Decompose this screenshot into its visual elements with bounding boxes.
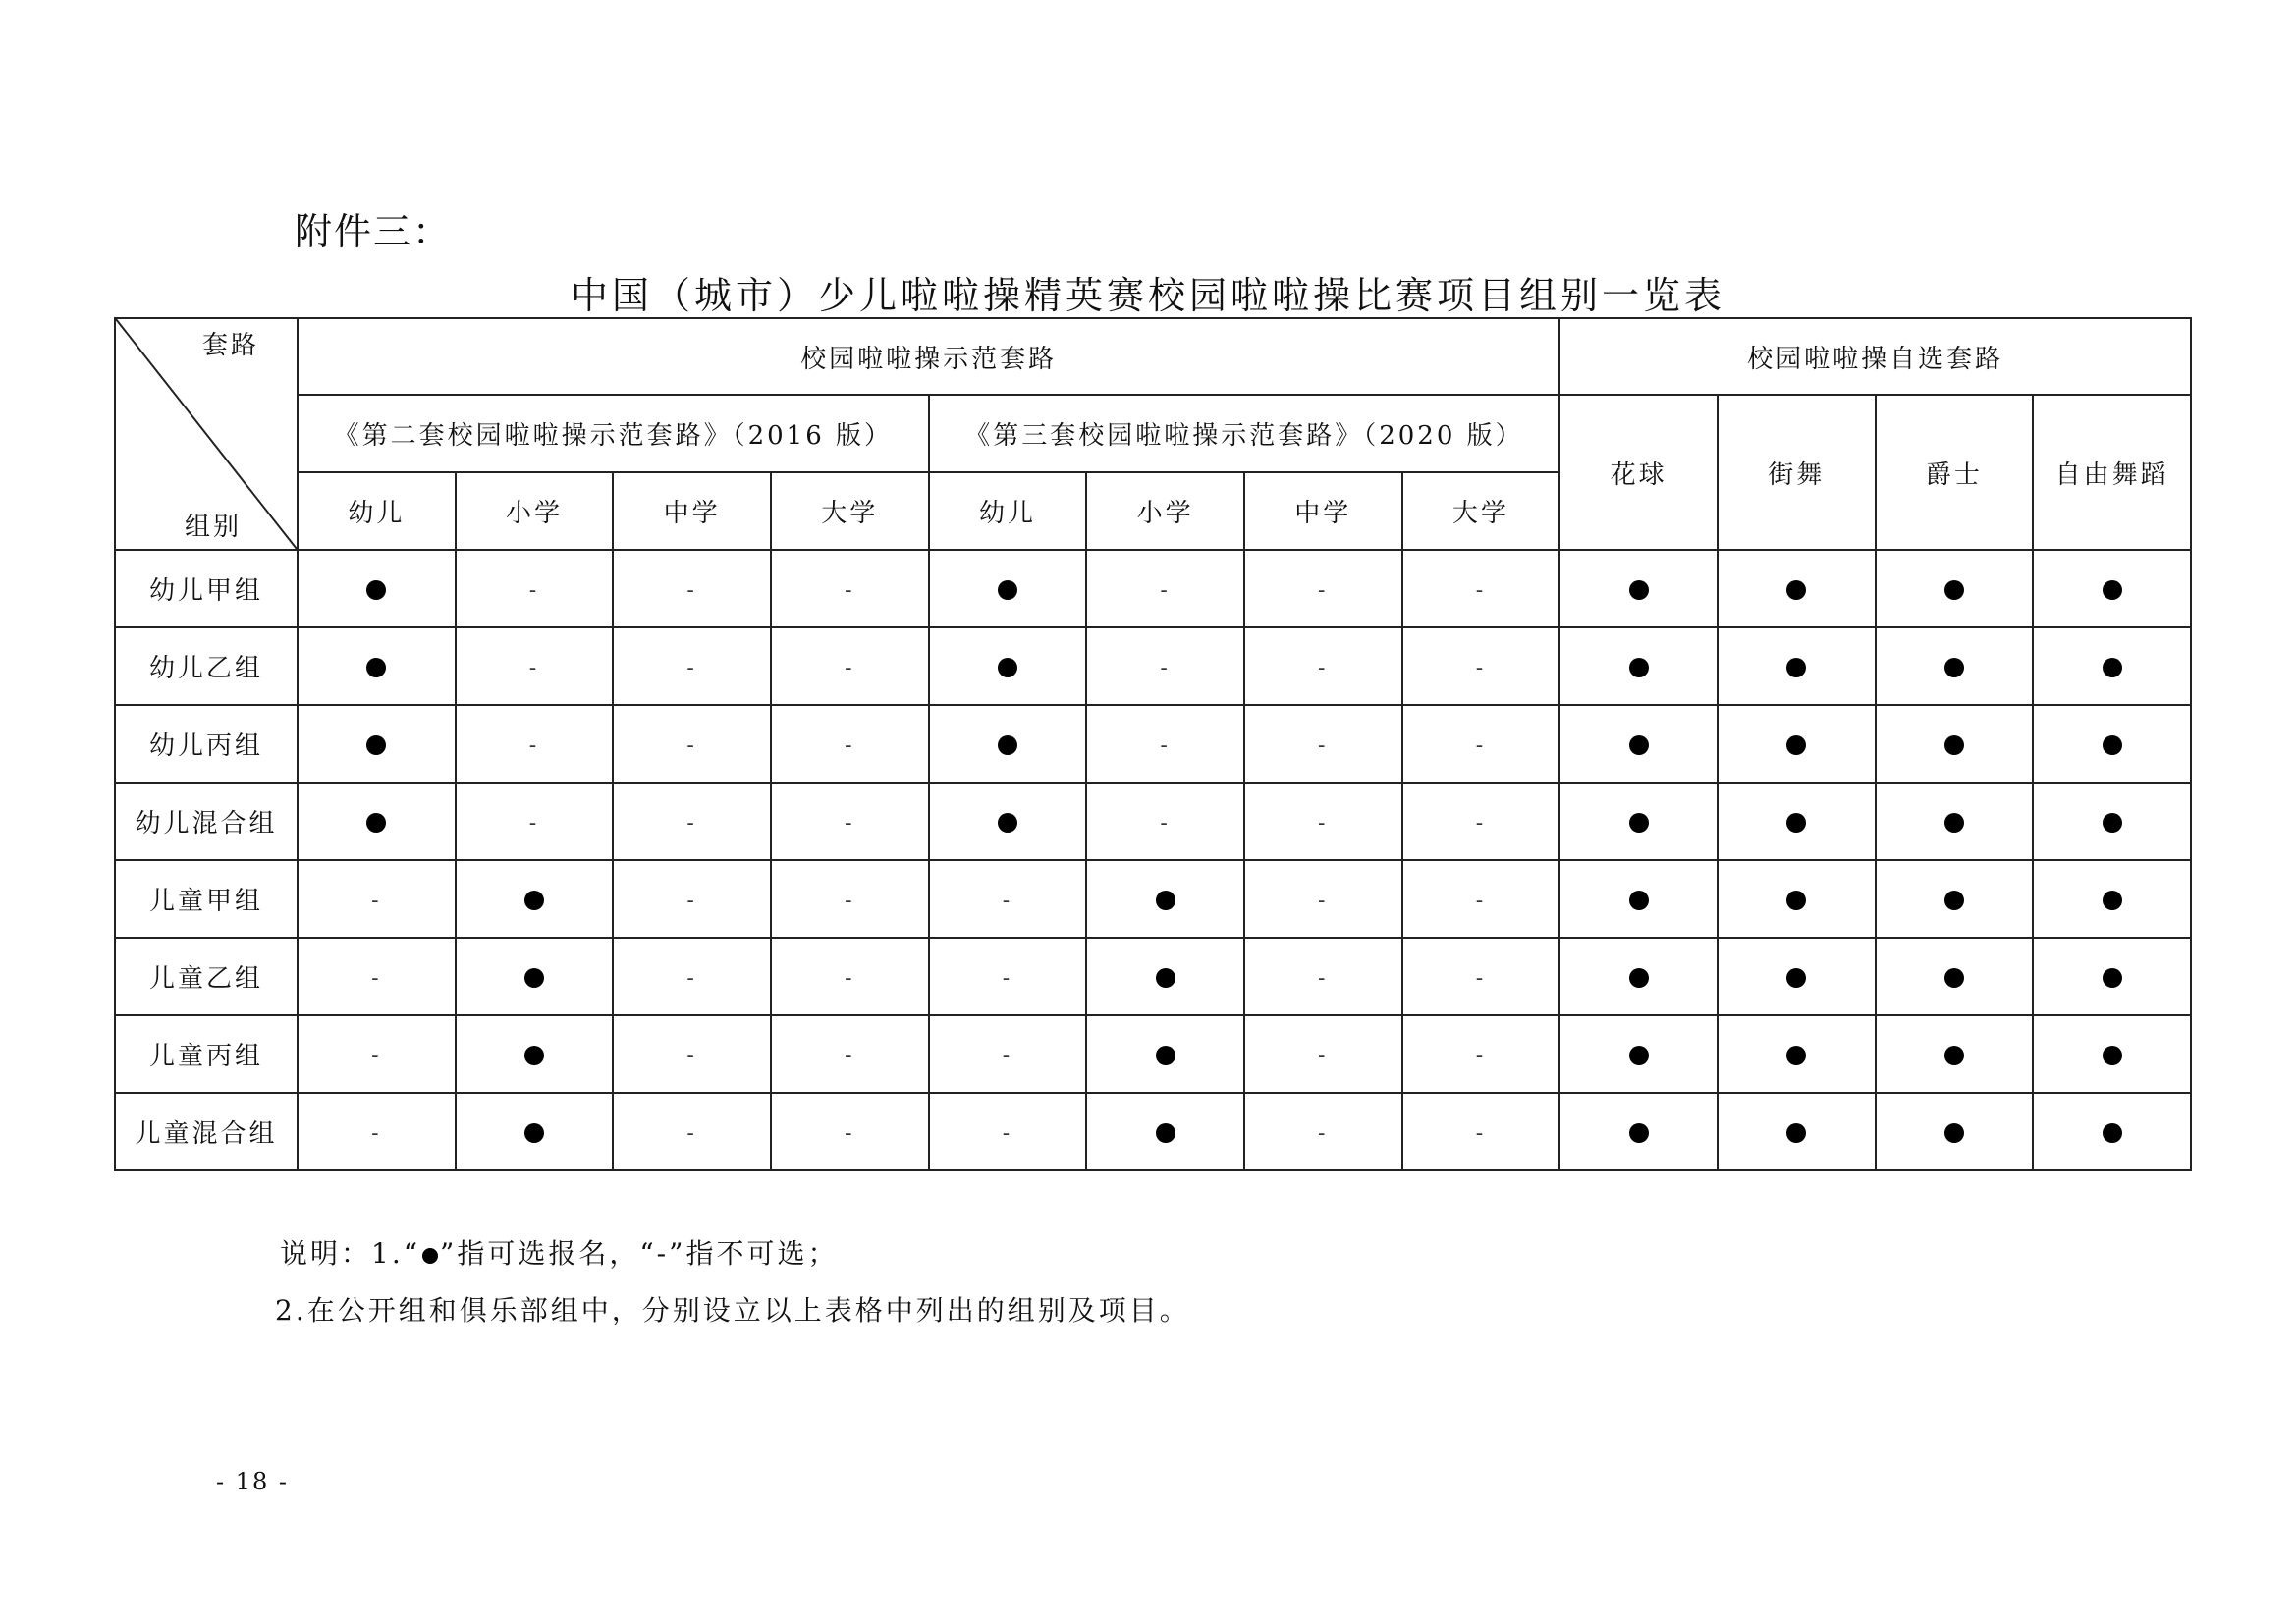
not-selectable-dash: - [371,965,382,991]
table-cell [1244,705,1402,783]
table-row [115,938,2191,1015]
table-cell [1876,627,2034,705]
selectable-dot-icon [1786,968,1806,988]
row-group-label: 幼儿甲组 [115,550,298,627]
not-selectable-dash: - [1002,888,1013,913]
table-cell [1559,705,1718,783]
table-cell [613,783,771,860]
table-cell [613,1015,771,1093]
table-cell [1876,1015,2034,1093]
table-cell [1718,1093,1876,1170]
selectable-dot-icon [1786,891,1806,910]
not-selectable-dash: - [1318,732,1329,758]
selectable-dot-icon [998,813,1017,833]
selectable-dot-icon [1944,1046,1964,1065]
selectable-dot-icon [2103,1046,2122,1065]
table-cell [1876,860,2034,938]
table-cell [298,550,456,627]
selectable-dot-icon [1629,968,1649,988]
table-cell [298,938,456,1015]
not-selectable-dash: - [1160,577,1171,603]
header-hiphop: 街舞 [1718,395,1876,550]
header-level: 小学 [1086,472,1244,550]
selectable-dot-icon [1944,813,1964,833]
table-cell [1086,938,1244,1015]
table-cell [1718,938,1876,1015]
not-selectable-dash: - [1318,810,1329,836]
table-cell [1086,627,1244,705]
attachment-label: 附件三： [295,210,453,253]
not-selectable-dash: - [686,888,697,913]
table-cell [1718,705,1876,783]
table-cell [1876,1093,2034,1170]
not-selectable-dash: - [528,810,540,836]
table-cell [1402,705,1560,783]
selectable-dot-icon [1629,813,1649,833]
row-group-label: 幼儿丙组 [115,705,298,783]
selectable-dot-icon [1629,891,1649,910]
header-demo-set-2020: 《第三套校园啦啦操示范套路》（2020 版） [929,395,1560,472]
not-selectable-dash: - [1475,655,1487,680]
table-cell [929,1093,1087,1170]
table-cell [1876,783,2034,860]
table-cell [771,627,929,705]
not-selectable-dash: - [686,655,697,680]
header-level: 大学 [771,472,929,550]
note-1-mid: ”指可选报名，“ [440,1237,657,1270]
not-selectable-dash: - [1002,965,1013,991]
table-cell [1718,783,1876,860]
table-cell [1402,627,1560,705]
selectable-dot-icon [1944,735,1964,755]
table-cell [771,1015,929,1093]
header-demo-routine: 校园啦啦操示范套路 [298,318,1559,395]
not-selectable-dash: - [1318,577,1329,603]
selectable-dot-icon [1944,968,1964,988]
header-level: 幼儿 [929,472,1087,550]
header-corner-cell [115,318,298,550]
table-cell [1559,627,1718,705]
table-cell [298,627,456,705]
not-selectable-dash: - [686,810,697,836]
table-cell [613,860,771,938]
table-cell [1559,860,1718,938]
selectable-dot-icon [2103,968,2122,988]
not-selectable-dash: - [1475,888,1487,913]
header-level: 小学 [456,472,614,550]
table-cell [1876,705,2034,783]
row-group-label: 儿童乙组 [115,938,298,1015]
table-cell [456,705,614,783]
not-selectable-dash: - [1318,965,1329,991]
table-cell [456,1093,614,1170]
table-cell [298,1093,456,1170]
not-selectable-dash: - [845,655,855,680]
corner-label-routine: 套路 [201,331,259,360]
table-cell [1402,1093,1560,1170]
selectable-dot-icon [1786,813,1806,833]
table-cell [1876,938,2034,1015]
table-cell [1559,550,1718,627]
selectable-dot-icon [1786,1123,1806,1143]
table-cell [1402,1015,1560,1093]
table-cell [771,705,929,783]
table-cell [1559,1015,1718,1093]
selectable-dot-icon [1786,735,1806,755]
selectable-dot-icon [366,735,386,755]
table-cell [613,705,771,783]
table-cell [2033,860,2191,938]
table-cell [929,938,1087,1015]
table-cell [298,705,456,783]
selectable-dot-icon [1629,1123,1649,1143]
table-cell [1244,938,1402,1015]
not-selectable-dash: - [686,1043,697,1068]
table-cell [1718,1015,1876,1093]
selectable-dot-icon [366,580,386,600]
table-cell [771,550,929,627]
table-cell [2033,783,2191,860]
table-cell [1876,550,2034,627]
table-row [115,705,2191,783]
not-selectable-dash: - [1475,1120,1487,1146]
selectable-dot-icon [1629,580,1649,600]
header-level: 中学 [1244,472,1402,550]
table-cell [929,860,1087,938]
not-selectable-dash: - [686,577,697,603]
table-cell [1402,938,1560,1015]
table-cell [1244,1093,1402,1170]
selectable-dot-icon [2103,658,2122,677]
table-cell [1086,860,1244,938]
table-cell [613,550,771,627]
table-row [115,1093,2191,1170]
not-selectable-dash: - [1475,965,1487,991]
header-free-dance: 自由舞蹈 [2033,395,2191,550]
not-selectable-dash: - [845,732,855,758]
table-cell [2033,550,2191,627]
selectable-dot-icon [998,580,1017,600]
table-cell [1718,550,1876,627]
not-selectable-dash: - [1475,1043,1487,1068]
table-row [115,783,2191,860]
table-cell [2033,705,2191,783]
not-selectable-dash: - [845,888,855,913]
page-number: - 18 - [216,1468,290,1495]
not-selectable-dash: - [686,965,697,991]
header-free-routine: 校园啦啦操自选套路 [1559,318,2191,395]
table-cell [1559,1093,1718,1170]
not-selectable-dash: - [1002,1043,1013,1068]
not-selectable-dash: - [686,732,697,758]
header-level: 中学 [613,472,771,550]
selectable-dot-icon [1629,735,1649,755]
row-group-label: 幼儿乙组 [115,627,298,705]
selectable-dot-icon [1786,658,1806,677]
selectable-dot-icon [524,891,544,910]
table-cell [613,627,771,705]
not-selectable-dash: - [528,732,540,758]
selectable-dot-icon [1786,1046,1806,1065]
table-cell [1086,783,1244,860]
table-cell [771,938,929,1015]
table-cell [929,1015,1087,1093]
table-cell [1718,860,1876,938]
selectable-dot-icon [524,968,544,988]
selectable-dot-icon [2103,813,2122,833]
not-selectable-dash: - [528,655,540,680]
table-cell [1244,550,1402,627]
row-group-label: 儿童甲组 [115,860,298,938]
selectable-dot-icon [1156,1046,1175,1065]
header-level: 幼儿 [298,472,456,550]
table-cell [1244,783,1402,860]
note-line-1 [280,1232,838,1271]
not-selectable-dash: - [1475,810,1487,836]
not-selectable-dash: - [371,1043,382,1068]
selectable-dot-icon [1944,1123,1964,1143]
row-group-label: 儿童混合组 [115,1093,298,1170]
selectable-dot-icon [998,658,1017,677]
header-level: 大学 [1402,472,1560,550]
table-cell [1086,550,1244,627]
selectable-dot-icon [2103,891,2122,910]
selectable-dot-icon [366,813,386,833]
table-cell [929,783,1087,860]
table-cell [456,550,614,627]
table-cell [298,1015,456,1093]
table-cell [1559,783,1718,860]
table-cell [1244,1015,1402,1093]
not-selectable-dash: - [1475,732,1487,758]
not-selectable-dash: - [845,965,855,991]
selectable-dot-icon [1629,1046,1649,1065]
not-selectable-dash: - [845,1120,855,1146]
row-group-label: 儿童丙组 [115,1015,298,1093]
not-selectable-dash: - [1475,577,1487,603]
table-cell [1718,627,1876,705]
not-selectable-dash: - [1318,1043,1329,1068]
table-cell [771,860,929,938]
corner-label-group: 组别 [185,513,243,542]
row-group-label: 幼儿混合组 [115,783,298,860]
table-cell [456,938,614,1015]
table-row [115,550,2191,627]
table-cell [1244,627,1402,705]
table-cell [456,783,614,860]
table-cell [1244,860,1402,938]
not-selectable-dash: - [1160,655,1171,680]
table-row [115,1015,2191,1093]
table-cell [1402,860,1560,938]
table-cell [929,550,1087,627]
not-selectable-dash: - [1160,810,1171,836]
selectable-dot-icon [2103,1123,2122,1143]
note-1-suffix: ”指不可选； [669,1237,839,1270]
not-selectable-dash: - [1318,888,1329,913]
table-cell [613,938,771,1015]
not-selectable-dash: - [371,1120,382,1146]
table-cell [2033,938,2191,1015]
selectable-dot-icon [422,1248,438,1264]
page-title: 中国（城市）少儿啦啦操精英赛校园啦啦操比赛项目组别一览表 [570,274,1725,317]
header-jazz: 爵士 [1876,395,2034,550]
table-cell [1402,783,1560,860]
not-selectable-dash: - [686,1120,697,1146]
selectable-dot-icon [2103,580,2122,600]
selectable-dot-icon [1944,580,1964,600]
not-selectable-dash: - [845,810,855,836]
selectable-dot-icon [1156,891,1175,910]
table-cell [456,860,614,938]
not-selectable-dash: - [371,888,382,913]
selectable-dot-icon [524,1046,544,1065]
table-cell [456,627,614,705]
selectable-dot-icon [1944,891,1964,910]
selectable-dot-icon [998,735,1017,755]
table-cell [1086,1015,1244,1093]
not-selectable-dash: - [1002,1120,1013,1146]
table-cell [2033,1093,2191,1170]
table-row [115,860,2191,938]
selectable-dot-icon [366,658,386,677]
not-selectable-dash: - [845,577,855,603]
table-cell [1402,550,1560,627]
selectable-dot-icon [1786,580,1806,600]
table-cell [613,1093,771,1170]
table-cell [771,783,929,860]
selectable-dot-icon [524,1123,544,1143]
selectable-dot-icon [1156,1123,1175,1143]
table-cell [929,627,1087,705]
not-selectable-dash: - [528,577,540,603]
not-selectable-dash: - [1318,1120,1329,1146]
note-1-prefix: 说明：1.“ [280,1237,421,1270]
header-demo-set-2016: 《第二套校园啦啦操示范套路》（2016 版） [298,395,929,472]
selectable-dot-icon [2103,735,2122,755]
not-selectable-dash: - [1160,732,1171,758]
table-cell [1559,938,1718,1015]
events-table [114,317,2192,1171]
selectable-dot-icon [1629,658,1649,677]
selectable-dot-icon [1944,658,1964,677]
table-cell [2033,1015,2191,1093]
header-pompom: 花球 [1559,395,1718,550]
table-cell [1086,705,1244,783]
selectable-dot-icon [1156,968,1175,988]
table-cell [771,1093,929,1170]
table-cell [456,1015,614,1093]
not-selectable-dash: - [1318,655,1329,680]
not-selectable-dash: - [845,1043,855,1068]
table-cell [929,705,1087,783]
table-cell [298,860,456,938]
table-cell [298,783,456,860]
table-cell [2033,627,2191,705]
note-1-dash: - [656,1237,670,1270]
note-line-2: 2.在公开组和俱乐部组中，分别设立以上表格中列出的组别及项目。 [275,1294,1190,1326]
table-cell [1086,1093,1244,1170]
table-row [115,627,2191,705]
